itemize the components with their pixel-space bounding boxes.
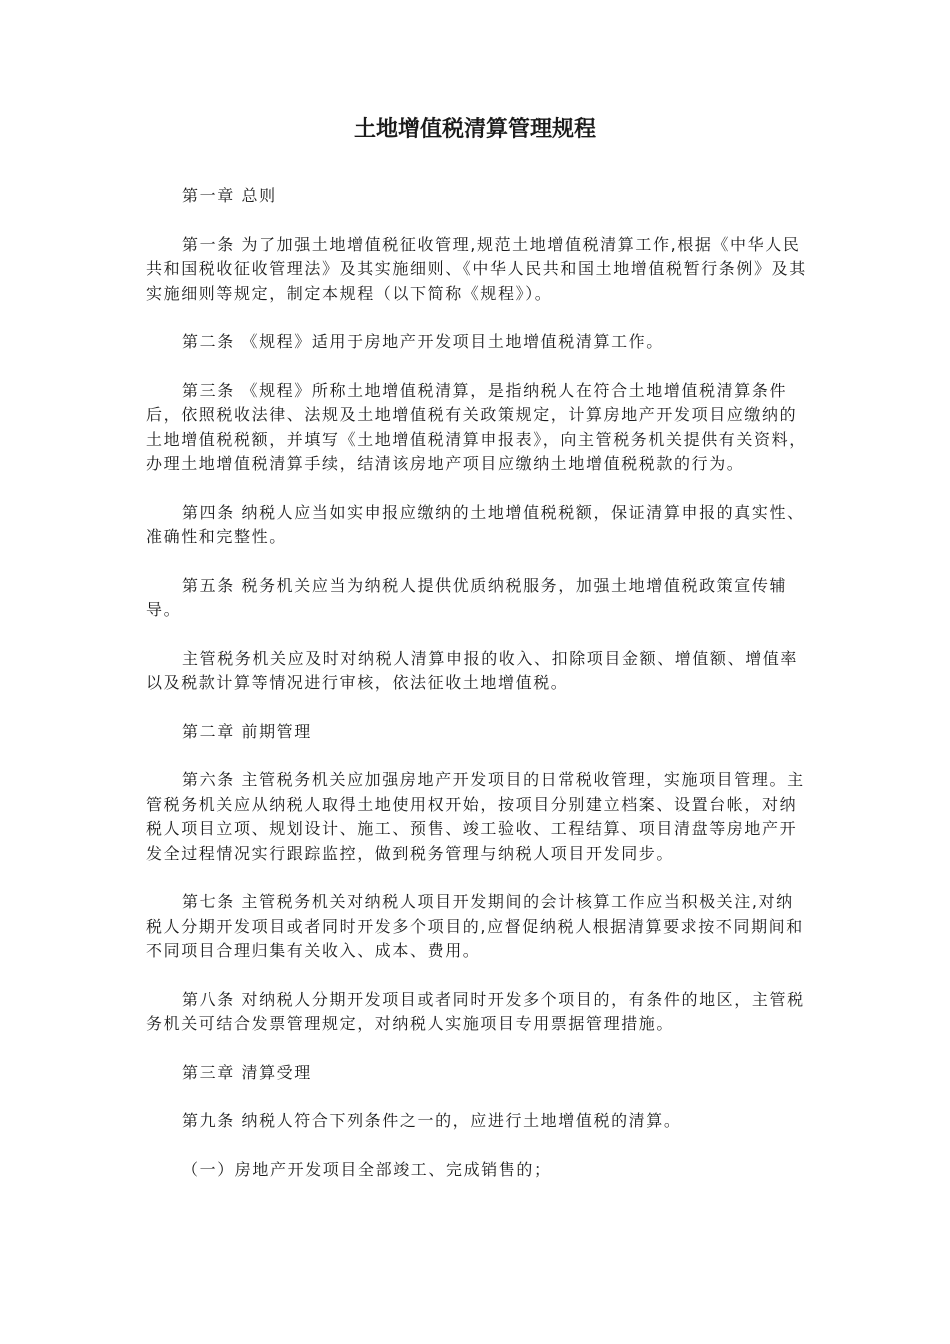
article-paragraph: 第三条 《规程》所称土地增值税清算，是指纳税人在符合土地增值税清算条件后，依照税收法律、法规及土地增值税有关政策规定，计算房地产开发项目应缴纳的土地增值税税额，并填写《土地增值税清算申报表》，向主管税务机关提供有关资料，办理土地增值税清算手续，结清该房地产项目应缴纳土地增值税税款的行为。	[146, 380, 807, 473]
article-paragraph: 第八条 对纳税人分期开发项目或者同时开发多个项目的，有条件的地区，主管税务机关可结合发票管理规定，对纳税人实施项目专用票据管理措施。	[146, 989, 805, 1033]
document-body	[146, 184, 810, 1206]
article-paragraph: 主管税务机关应及时对纳税人清算申报的收入、扣除项目金额、增值额、增值率以及税款计算等情况进行审核，依法征收土地增值税。	[146, 648, 799, 692]
article-paragraph: 第七条 主管税务机关对纳税人项目开发期间的会计核算工作应当积极关注,对纳税人分期开发项目或者同时开发多个项目的,应督促纳税人根据清算要求按不同期间和不同项目合理归集有关收入、成本、费用。	[146, 892, 804, 960]
list-item: （一）房地产开发项目全部竣工、完成销售的；	[182, 1159, 552, 1179]
chapter-heading: 第二章 前期管理	[182, 721, 312, 741]
article-paragraph: 第九条 纳税人符合下列条件之一的，应进行土地增值税的清算。	[182, 1111, 682, 1130]
article-paragraph: 第四条 纳税人应当如实申报应缴纳的土地增值税税额，保证清算申报的真实性、准确性和完整性。	[146, 502, 805, 546]
chapter-heading: 第三章 清算受理	[182, 1062, 312, 1082]
chapter-heading: 第一章 总则	[182, 186, 277, 205]
article-paragraph: 第五条 税务机关应当为纳税人提供优质纳税服务，加强土地增值税政策宣传辅导。	[146, 575, 788, 619]
document-title: 土地增值税清算管理规程	[353, 117, 596, 142]
article-paragraph: 第二条 《规程》适用于房地产开发项目土地增值税清算工作。	[182, 332, 664, 351]
article-paragraph: 第六条 主管税务机关应加强房地产开发项目的日常税收管理，实施项目管理。主管税务机关应从纳税人取得土地使用权开始，按项目分别建立档案、设置台帐，对纳税人项目立项、规划设计、施工、预售、竣工验收、工程结算、项目清盘等房地产开发全过程情况实行跟踪监控，做到税务管理与纳税人项目开发同步。	[146, 770, 805, 863]
article-paragraph: 第一条 为了加强土地增值税征收管理,规范土地增值税清算工作,根据《中华人民共和国税收征收管理法》及其实施细则、《中华人民共和国土地增值税暂行条例》及其实施细则等规定，制定本规程（以下简称《规程》）。	[146, 234, 807, 303]
